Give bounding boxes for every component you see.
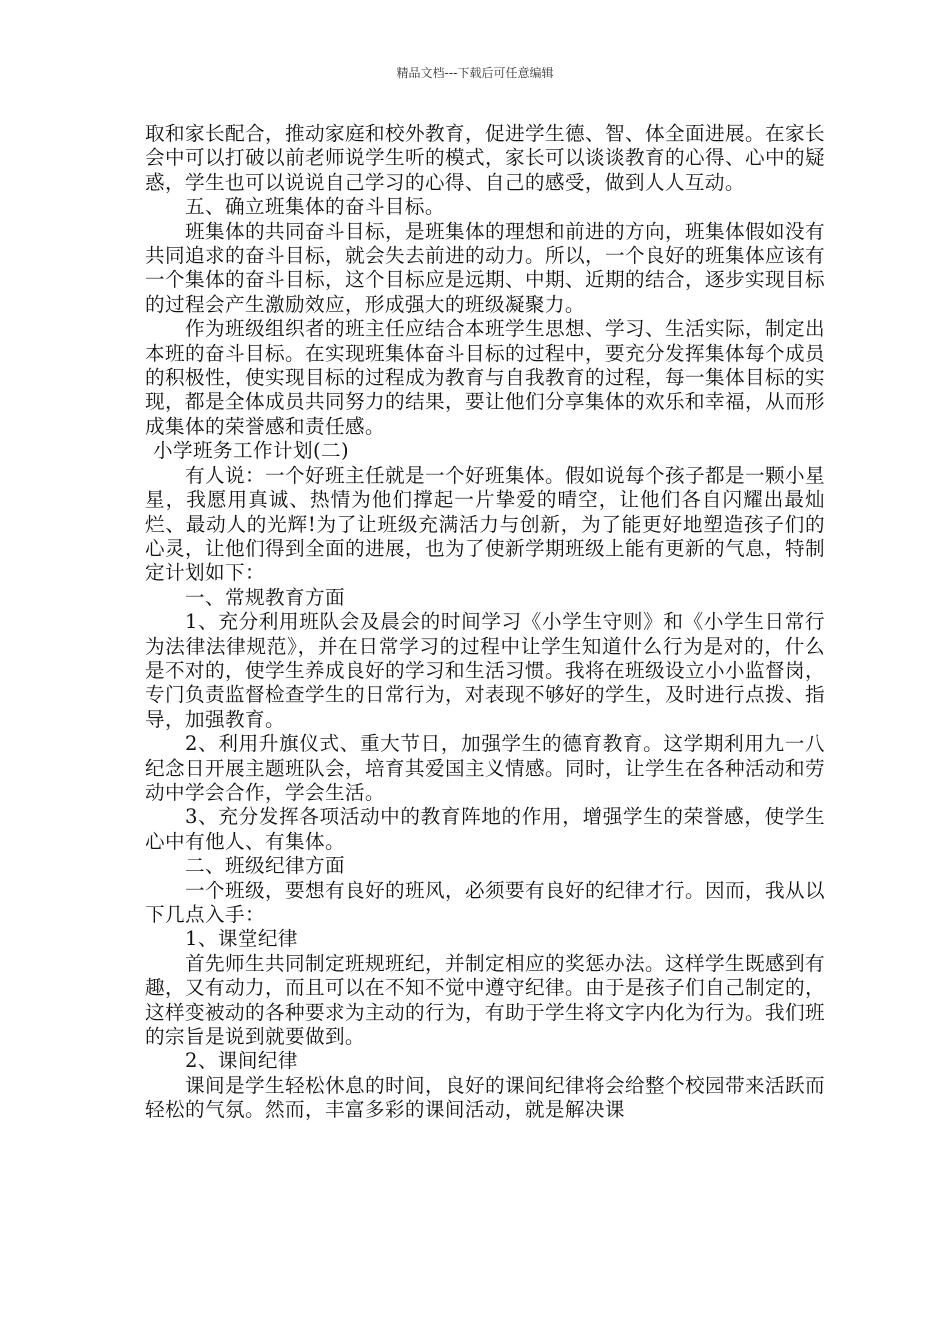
section-heading: 二、班级纪律方面	[185, 854, 345, 878]
section-heading: 五、确立班集体的奋斗目标。	[185, 195, 445, 219]
subsection-heading: 2、课间纪律	[185, 1049, 298, 1073]
paragraph: 班集体的共同奋斗目标，是班集体的理想和前进的方向，班集体假如没有共同追求的奋斗目标，就会失去前进的动力。所以，一个良好的班集体应该有一个集体的奋斗目标，这个目标应是远期、中期、近期的结合，逐步实现目标的过程会产生激励效应，形成强大的班级凝聚力。	[145, 219, 825, 316]
paragraph: 作为班级组织者的班主任应结合本班学生思想、学习、生活实际，制定出本班的奋斗目标。在实现班集体奋斗目标的过程中，要充分发挥集体每个成员的积极性，使实现目标的过程成为教育与自我教育的过程，每一集体目标的实现，都是全体成员共同努力的结果，要让他们分享集体的欢乐和幸福，从而形成集体的荣誉感和责任感。	[145, 317, 825, 438]
paragraph: 课间是学生轻松休息的时间，良好的课间纪律将会给整个校园带来活跃而轻松的气氛。然而，丰富多彩的课间活动，就是解决课	[145, 1073, 825, 1122]
subsection-heading: 1、课堂纪律	[185, 927, 298, 951]
page-header: 精品文档---下载后可任意编辑	[396, 66, 554, 80]
document-title: 小学班务工作计划(二)	[153, 439, 350, 463]
paragraph: 一个班级，要想有良好的班风，必须要有良好的纪律才行。因而，我从以下几点入手：	[145, 878, 825, 926]
paragraph: 有人说：一个好班主任就是一个好班集体。假如说每个孩子都是一颗小星星，我愿用真诚、热情为他们撑起一片挚爱的晴空，让他们各自闪耀出最灿烂、最动人的光辉!为了让班级充满活力与创新，为了能更好地塑造孩子们的心灵，让他们得到全面的进展，也为了使新学期班级上能有更新的气息，特制定计划如下：	[145, 463, 825, 585]
paragraph: 1、充分利用班队会及晨会的时间学习《小学生守则》和《小学生日常行为法律法律规范》，并在日常学习的过程中让学生知道什么行为是对的，什么是不对的，使学生养成良好的学习和生活习惯。我将在班级设立小小监督岗，专门负责监督检查学生的日常行为，对表现不够好的学生，及时进行点拨、指导，加强教育。	[145, 610, 825, 731]
paragraph: 取和家长配合，推动家庭和校外教育，促进学生德、智、体全面进展。在家长会中可以打破以前老师说学生听的模式，家长可以谈谈教育的心得、心中的疑惑，学生也可以说说自己学习的心得、自己的感受，做到人人互动。	[145, 122, 825, 194]
paragraph: 首先师生共同制定班规班纪，并制定相应的奖惩办法。这样学生既感到有趣，又有动力，而且可以在不知不觉中遵守纪律。由于是孩子们自己制定的，这样变被动的各种要求为主动的行为，有助于学生将文字内化为行为。我们班的宗旨是说到就要做到。	[145, 951, 825, 1049]
document-body	[145, 122, 825, 1123]
section-heading: 一、常规教育方面	[185, 585, 345, 609]
paragraph: 2、利用升旗仪式、重大节日，加强学生的德育教育。这学期利用九一八纪念日开展主题班队会，培育其爱国主义情感。同时，让学生在各种活动和劳动中学会合作，学会生活。	[145, 732, 825, 804]
paragraph: 3、充分发挥各项活动中的教育阵地的作用，增强学生的荣誉感，使学生心中有他人、有集体。	[145, 805, 825, 853]
